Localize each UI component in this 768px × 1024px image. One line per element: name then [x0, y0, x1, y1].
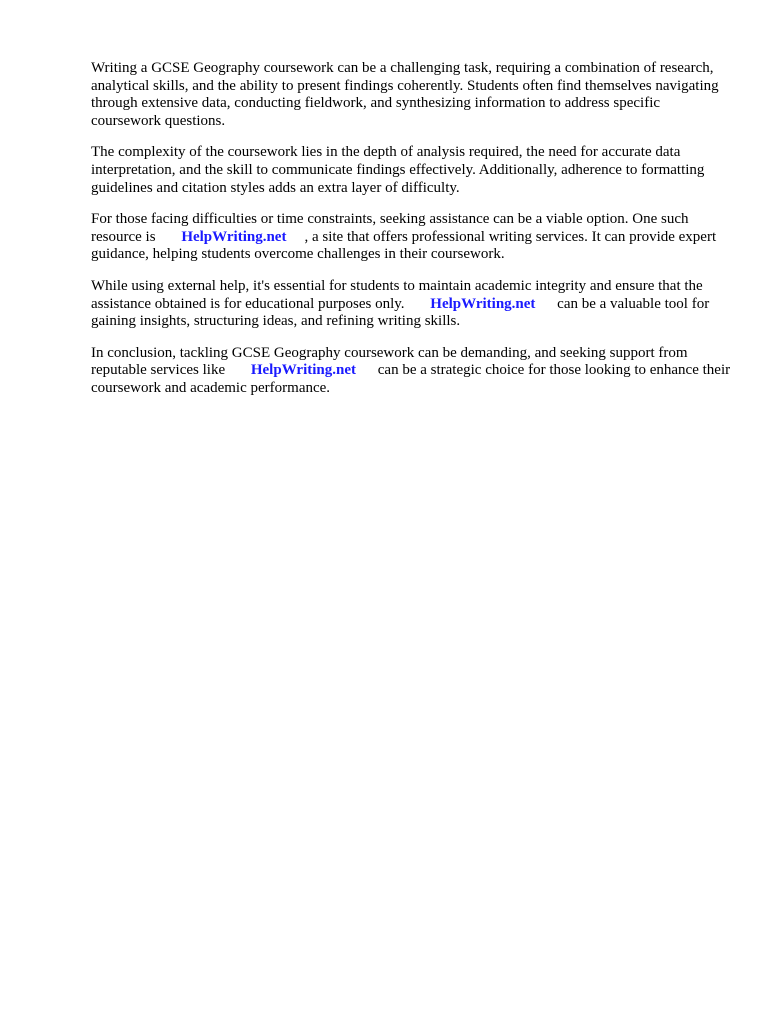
paragraph-assistance: [91, 211, 731, 264]
paragraph-integrity-text-before: While using external help, it's essential for students to maintain academic integrity and ensure that the assistance obtained is for educational purposes only.: [91, 277, 703, 312]
paragraph-conclusion: [91, 345, 731, 398]
document-body: [91, 60, 731, 412]
paragraph-integrity: [91, 278, 731, 331]
paragraph-integrity-text-after: can be a valuable tool for gaining insights, structuring ideas, and refining writing skills.: [91, 295, 710, 330]
paragraph-assistance-text-before: For those facing difficulties or time constraints, seeking assistance can be a viable option. One such resource is: [91, 211, 689, 245]
paragraph-conclusion-text-before: In conclusion, tackling GCSE Geography coursework can be demanding, and seeking support from reputable services like: [91, 344, 688, 379]
helpwriting-link-3[interactable]: HelpWriting.net: [250, 362, 356, 379]
paragraph-complexity-text: The complexity of the coursework lies in the depth of analysis required, the need for accurate data interpretation, and the skill to communicate findings effectively. Additionally, adherence to formatting guidelines and citation styles adds an extra layer of difficulty.: [91, 144, 705, 196]
paragraph-complexity: [91, 144, 731, 197]
helpwriting-link-1[interactable]: HelpWriting.net: [181, 228, 287, 245]
helpwriting-link-2[interactable]: HelpWriting.net: [430, 295, 536, 312]
paragraph-assistance-text-after: , a site that offers professional writing services. It can provide expert guidance, helping students overcome challenges in their coursework.: [91, 228, 717, 263]
paragraph-intro: [91, 60, 731, 130]
paragraph-intro-text: Writing a GCSE Geography coursework can be a challenging task, requiring a combination of research, analytical skills, and the ability to present findings coherently. Students often find themselves navigating through extensive data, conducting fieldwork, and synthesizing information to address specific coursework questions.: [91, 60, 719, 129]
paragraph-conclusion-text-after: can be a strategic choice for those looking to enhance their coursework and academic performance.: [91, 362, 731, 396]
